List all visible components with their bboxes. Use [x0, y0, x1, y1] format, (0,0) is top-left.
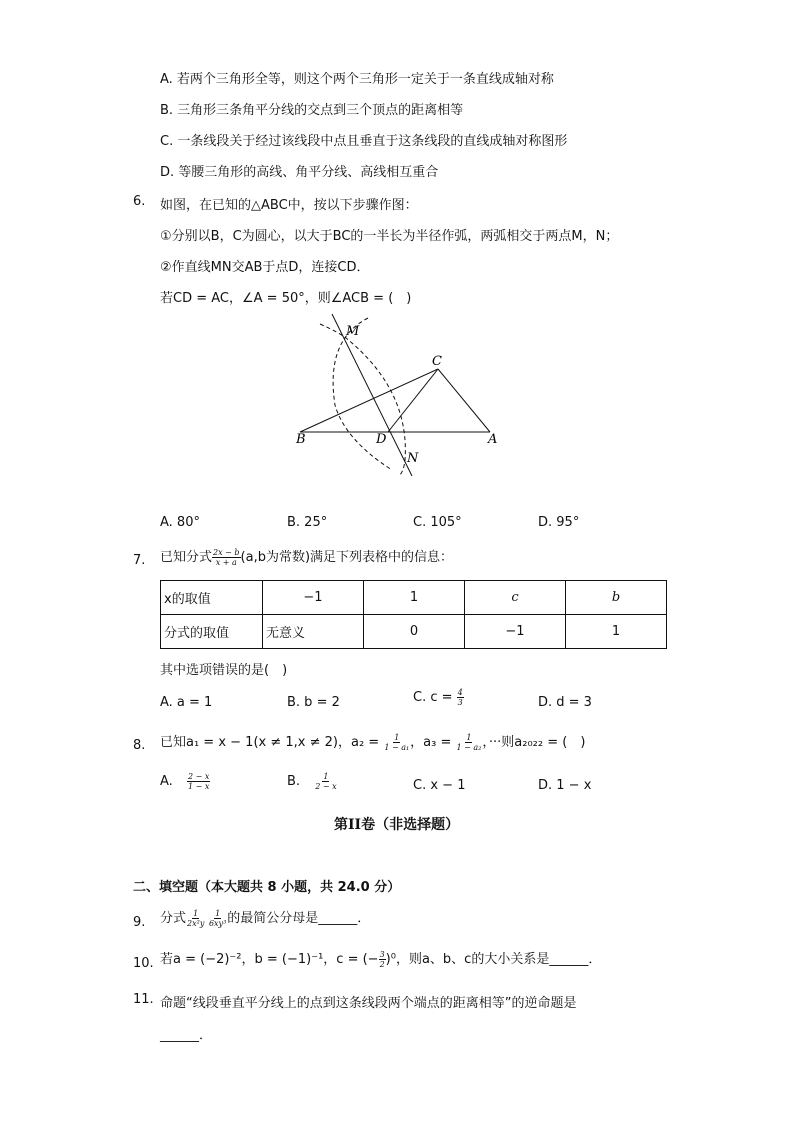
q9-number: 9. [133, 915, 146, 930]
q6-condition: 若CD = AC，∠A = 50°，则∠ACB = ( ) [160, 291, 412, 306]
q8-fraction-1 [383, 733, 410, 752]
frac-den: 6xy³ [208, 919, 227, 928]
q10-text: 若a = (−2)⁻²，b = (−1)⁻¹，c = (− [160, 952, 379, 967]
table-cell: 0 [364, 615, 465, 649]
q7-value-table [160, 580, 667, 649]
q8-part3: ，···则a₂₀₂₂ = ( ) [482, 735, 586, 750]
q5-option-c: C. 一条线段关于经过该线段中点且垂直于这条线段的直线成轴对称图形 [160, 134, 568, 149]
label-d: D [376, 432, 387, 447]
q8-part1: 已知a₁ = x − 1(x ≠ 1,x ≠ 2)，a₂ = [160, 735, 384, 750]
part2-heading: 二、填空题（本大题共 8 小题，共 24.0 分） [133, 880, 401, 895]
q7-frac-den: x + a [215, 558, 237, 567]
q8-part2: ，a₃ = [410, 735, 456, 750]
q8-number: 8. [133, 738, 146, 753]
frac-den: 2 − x [315, 782, 337, 791]
q5-option-b: B. 三角形三条角平分线的交点到三个顶点的距离相等 [160, 103, 464, 118]
frac-num: 1 [323, 772, 329, 781]
q7-number: 7. [133, 553, 146, 568]
q10-stem [160, 948, 601, 969]
q10-suffix: )⁰，则a、b、c的大小关系是______． [385, 952, 602, 967]
q6-stem: 如图，在已知的△ABC中，按以下步骤作图： [160, 198, 418, 213]
q9-fraction-1 [186, 909, 205, 928]
q7-option-c-fraction [457, 688, 464, 707]
q6-step2: ②作直线MN交AB于点D，连接CD． [160, 260, 370, 275]
q8-option-a-fraction [187, 772, 210, 791]
table-cell: −1 [465, 615, 566, 649]
frac-num: 2 − x [187, 772, 210, 781]
frac-num: 1 [193, 909, 199, 918]
q8-option-b [287, 772, 338, 791]
frac-den: 1 − x [187, 782, 210, 791]
q8-option-d: D. 1 − x [538, 778, 592, 793]
frac-num: 1 [215, 909, 221, 918]
q7-option-a: A. a = 1 [160, 695, 213, 710]
option-prefix: B. [287, 774, 301, 789]
table-cell: x的取值 [161, 581, 263, 615]
label-n: N [407, 451, 419, 466]
q5-option-a: A. 若两个三角形全等，则这个两个三角形一定关于一条直线成轴对称 [160, 72, 554, 87]
segment-ca [438, 369, 490, 432]
frac-den: 1 − a₁ [384, 743, 410, 752]
q10-fraction [379, 950, 386, 969]
frac-den: 2 [379, 960, 385, 969]
table-cell: b [566, 581, 667, 615]
q6-option-c: C. 105° [413, 515, 462, 530]
frac-den: 3 [457, 698, 463, 707]
q11-number: 11. [133, 992, 154, 1007]
option-prefix: A. [160, 774, 173, 789]
q6-number: 6. [133, 194, 146, 209]
q8-fraction-2 [456, 733, 483, 752]
line-mn [332, 314, 412, 476]
q9-stem [160, 907, 370, 928]
table-cell: −1 [263, 581, 364, 615]
q7-question: 其中选项错误的是( ) [160, 663, 288, 678]
frac-num: 1 [394, 733, 400, 742]
q8-option-a [160, 772, 210, 791]
table-cell: c [465, 581, 566, 615]
q6-step1: ①分别以B，C为圆心，以大于BC的一半长为半径作弧，两弧相交于两点M，N； [160, 229, 619, 244]
frac-num: 3 [379, 950, 385, 959]
table-row [161, 615, 667, 649]
label-c: C [432, 354, 442, 369]
label-m: M [346, 324, 360, 339]
q11-line1: 命题“线段垂直平分线上的点到这条线段两个端点的距离相等”的逆命题是 [160, 996, 577, 1011]
q7-prefix: 已知分式 [160, 550, 213, 565]
table-cell: 1 [566, 615, 667, 649]
table-cell: 1 [364, 581, 465, 615]
q6-option-d: D. 95° [538, 515, 580, 530]
frac-den: 2x²y [187, 919, 205, 928]
q6-figure [280, 310, 510, 480]
q9-prefix: 分式 [160, 911, 187, 926]
frac-den: 1 − a₂ [456, 743, 482, 752]
q11-line2: ______． [160, 1028, 213, 1043]
q9-fraction-2 [208, 909, 227, 928]
table-cell: 无意义 [263, 615, 364, 649]
label-a: A [488, 432, 498, 447]
frac-num: 4 [457, 688, 463, 697]
q10-number: 10. [133, 956, 154, 971]
arc-from-b [320, 324, 405, 475]
label-b: B [296, 432, 306, 447]
q8-stem [160, 731, 585, 752]
q7-option-b: B. b = 2 [287, 695, 340, 710]
frac-num: 1 [466, 733, 472, 742]
q7-option-c [413, 688, 464, 707]
q7-option-d: D. d = 3 [538, 695, 592, 710]
table-row [161, 581, 667, 615]
q6-option-a: A. 80° [160, 515, 200, 530]
q6-option-b: B. 25° [287, 515, 328, 530]
q8-option-b-fraction [314, 772, 337, 791]
q8-option-c: C. x − 1 [413, 778, 466, 793]
q7-frac-num: 2x − b [213, 548, 240, 557]
q7-suffix: (a,b为常数)满足下列表格中的信息： [240, 550, 454, 565]
q7-stem [160, 546, 453, 567]
segment-cd [388, 369, 438, 432]
table-cell: 分式的取值 [161, 615, 263, 649]
q9-suffix: 的最简公分母是______． [227, 911, 371, 926]
q5-option-d: D. 等腰三角形的高线、角平分线、高线相互重合 [160, 165, 439, 180]
q7-option-c-prefix: C. c = [413, 690, 457, 705]
q7-fraction [212, 548, 241, 567]
segment-bc [300, 369, 438, 432]
section-ii-title: 第II卷（非选择题） [334, 817, 460, 833]
